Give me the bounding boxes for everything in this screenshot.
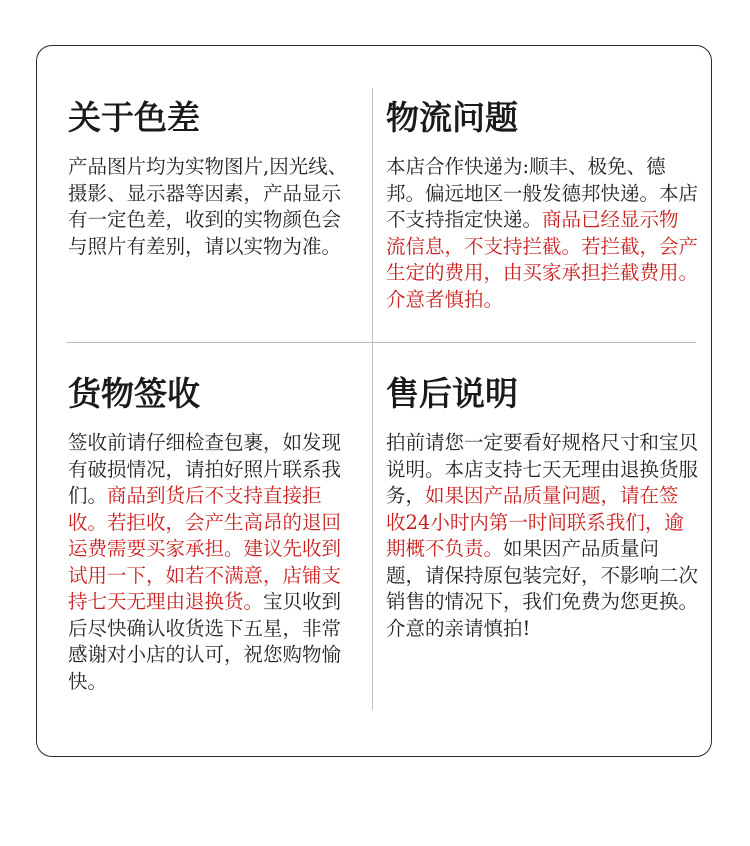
body-text: 本店合作快递为:顺丰、极免、德邦。偏远地区一般发德邦快递。本店不支持指定快递。 xyxy=(386,155,699,231)
section-after-sales xyxy=(386,372,698,642)
section-title: 售后说明 xyxy=(386,374,518,413)
vertical-divider xyxy=(372,88,373,710)
section-title: 货物签收 xyxy=(68,374,200,413)
body-text: 拍前请您一定要看好规格尺寸和宝贝说明。本店支持七天无理由退换货服务， xyxy=(386,431,699,507)
body-text-highlight: 商品已经显示物流信息，不支持拦截。若拦截，会产生定的费用，由买家承担拦截费用。介意者慎拍。 xyxy=(386,208,699,311)
section-body xyxy=(68,430,358,695)
section-delivery-receipt xyxy=(68,372,358,695)
section-body xyxy=(386,430,698,642)
section-body xyxy=(68,154,358,260)
body-text-highlight: 如果因产品质量问题，请在签收24小时内第一时间联系我们，逾期概不负责。 xyxy=(386,484,684,560)
section-color-difference xyxy=(68,96,358,260)
section-body xyxy=(386,154,698,313)
body-text: 签收前请仔细检查包裹，如发现有破损情况，请拍好照片联系我们。 xyxy=(68,431,342,507)
horizontal-divider xyxy=(66,342,696,343)
section-title: 关于色差 xyxy=(68,98,200,137)
body-text: 宝贝收到后尽快确认收货选下五星，非常感谢对小店的认可，祝您购物愉快。 xyxy=(68,590,342,693)
body-text-highlight: 商品到货后不支持直接拒收。若拒收，会产生高昂的退回运费需要买家承担。建议先收到试用一下，如若不满意，店铺支持七天无理由退换货。 xyxy=(68,484,342,613)
body-text: 产品图片均为实物图片,因光线、摄影、显示器等因素，产品显示有一定色差，收到的实物颜色会与照片有差别，请以实物为准。 xyxy=(68,155,348,258)
section-logistics xyxy=(386,96,698,313)
section-title: 物流问题 xyxy=(386,98,518,137)
body-text: 如果因产品质量问题，请保持原包装完好，不影响二次销售的情况下，我们免费为您更换。介意的亲请慎拍! xyxy=(386,537,699,640)
